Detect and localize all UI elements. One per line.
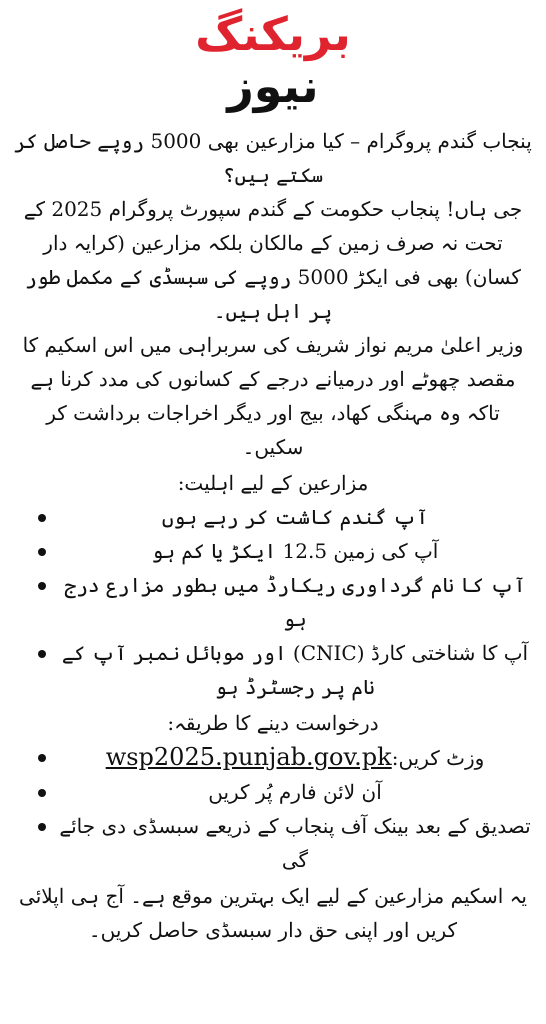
eligibility-item [14,534,532,568]
method-item-text: آن لائن فارم پُر کریں [208,780,382,804]
article-purpose: وزیر اعلیٰ مریم نواز شریف کی سربراہی میں اس اسکیم کا مقصد چھوٹے اور درمیانے درجے کے کسانوں کی مدد کرنا ہے تاکہ وہ مہنگی کھاد، بیج اور دیگر اخراجات برداشت کر سکیں۔ [22,333,524,459]
website-link[interactable]: wsp2025.punjab.gov.pk [105,743,392,771]
bullet-dot-icon [38,514,46,522]
masthead-title-breaking: بریکنگ [195,7,351,61]
eligibility-item-text: آپ گندم کاشت کر رہے ہوں [161,505,429,529]
method-item-visit [14,740,532,775]
article-closing: یہ اسکیم مزارعین کے لیے ایک بہترین موقع ہے۔ آج ہی اپلائی کریں اور اپنی حق دار سبسڈی حاصل کریں۔ [19,884,527,942]
eligibility-item [14,500,532,534]
method-item [14,775,532,809]
bullet-dot-icon [38,789,46,797]
masthead [14,0,532,112]
article-intro-question: پنجاب گندم پروگرام – کیا مزارعین بھی 5000 روپے حاصل کر سکتے ہیں؟ [14,129,532,187]
eligibility-item [14,568,532,636]
article-answer: جی ہاں! پنجاب حکومت کے گندم سپورٹ پروگرام 2025 کے تحت نہ صرف زمین کے مالکان بلکہ مزارعین (کرایہ دار کسان) بھی فی ایکڑ 5000 روپے کی سبسڈی کے مکمل طور پر اہل ہیں۔ [23,197,523,323]
method-visit-label: وزٹ کریں: [391,746,485,770]
masthead-title-news: نیوز [227,59,319,113]
bullet-dot-icon [38,754,46,762]
eligibility-item-text: آپ کی زمین 12.5 ایکڑ یا کم ہو [151,539,439,563]
bullet-dot-icon [38,650,46,658]
eligibility-heading: مزارعین کے لیے اہلیت: [177,471,369,495]
method-item [14,809,532,877]
article-body [14,124,532,947]
bullet-dot-icon [38,582,46,590]
method-list [14,740,532,877]
eligibility-list [14,500,532,704]
bullet-dot-icon [38,823,46,831]
method-heading: درخواست دینے کا طریقہ: [167,711,379,735]
eligibility-item-text: آپ کا شناختی کارڈ (CNIC) اور موبائل نمبر آپ کے نام پر رجسٹرڈ ہو [61,641,529,699]
method-item-text: تصدیق کے بعد بینک آف پنجاب کے ذریعے سبسڈی دی جائے گی [59,814,531,872]
eligibility-item [14,636,532,704]
eligibility-item-text: آپ کا نام گرداوری ریکارڈ میں بطور مزارع درج ہو [64,573,526,631]
bullet-dot-icon [38,548,46,556]
